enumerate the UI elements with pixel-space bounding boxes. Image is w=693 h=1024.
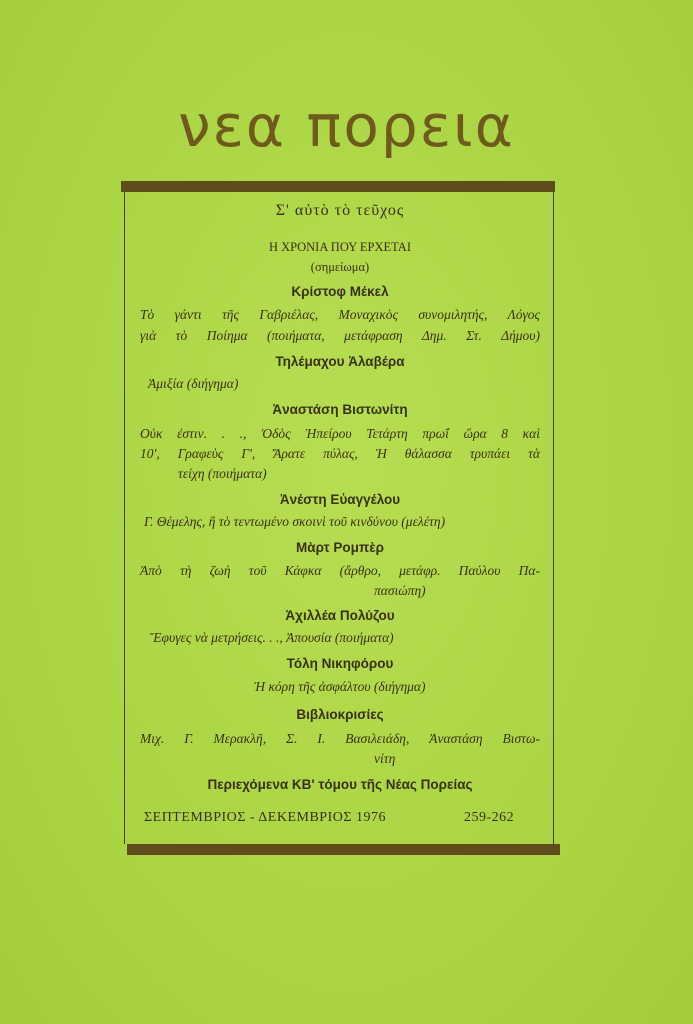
entry-author: Τόλη Νικηφόρου	[286, 656, 394, 671]
entry-author: Ἀνέστη Εὐαγγέλου	[279, 492, 401, 507]
entry-line: γιὰ τὸ Ποίημα (ποιήματα, μετάφραση Δημ. Στ. Δήμου)	[140, 328, 540, 343]
issue-numbers: 259-262	[464, 810, 515, 825]
entry-line: τείχη (ποιήματα)	[178, 466, 267, 481]
issue-date: ΣΕΠΤΕΜΒΡΙΟΣ - ΔΕΚΕΜΒΡΙΟΣ 1976	[144, 810, 387, 825]
entry-line: Ἔφυγες νὰ μετρήσεις. . ., Ἀπουσία (ποιήματα)	[150, 630, 394, 645]
entry-line: Ἡ κόρη τῆς ἀσφάλτου (διήγημα)	[254, 679, 426, 694]
entry-line: Μιχ. Γ. Μερακλῆ, Σ. Ι. Βασιλειάδη, Ἀναστάση Βιστω-	[140, 731, 540, 746]
entry-author: Βιβλιοκρισίες	[296, 707, 384, 722]
entry-author: Ἀναστάση Βιστωνίτη	[272, 402, 408, 417]
entry-author: Κρίστοφ Μέκελ	[291, 284, 389, 299]
bottom-rule	[127, 844, 560, 855]
entry-line: Ἀπὸ τὴ ζωὴ τοῦ Κάφκα (ἄρθρο, μετάφρ. Παύλου Πα-	[140, 563, 540, 578]
entry-author: Μὰρτ Ρομπὲρ	[296, 540, 384, 555]
top-rule	[121, 181, 555, 192]
toc-heading: Σ' αὐτὸ τὸ τεῦχος	[275, 202, 405, 219]
entry-author: Τηλέμαχου Ἀλαβέρα	[275, 354, 405, 369]
entry-line: Γ. Θέμελης, ἢ τὸ τεντωμένο σκοινὶ τοῦ κινδύνου (μελέτη)	[144, 514, 446, 529]
entry-line: Οὐκ ἐστιν. . ., Ὁδὸς Ἠπείρου Τετάρτη πρωΐ ὥρα 8 καὶ	[140, 426, 540, 441]
entry-line: Ἀμιξία (διήγημα)	[148, 376, 239, 391]
entry-line: 10', Γραφεὺς Γ', Ἄρατε πύλας, Ἡ θάλασσα τρυπάει τὰ	[140, 446, 540, 461]
entry-line: πασιώπη)	[374, 583, 426, 598]
magazine-title: νεα πορεια	[178, 92, 515, 160]
entry-line: Τὸ γάντι τῆς Γαβριέλας, Μοναχικὸς συνομιλητής, Λόγος	[140, 307, 540, 322]
editorial-title: Η ΧΡΟΝΙΑ ΠΟΥ ΕΡΧΕΤΑΙ	[268, 240, 411, 254]
editorial-note: (σημείωμα)	[310, 260, 370, 274]
entry-author: Ἀχιλλέα Πολύζου	[285, 608, 395, 623]
entry-line: νίτη	[374, 751, 396, 766]
contents-note: Περιεχόμενα ΚΒ' τόμου τῆς Νέας Πορείας	[207, 777, 473, 792]
